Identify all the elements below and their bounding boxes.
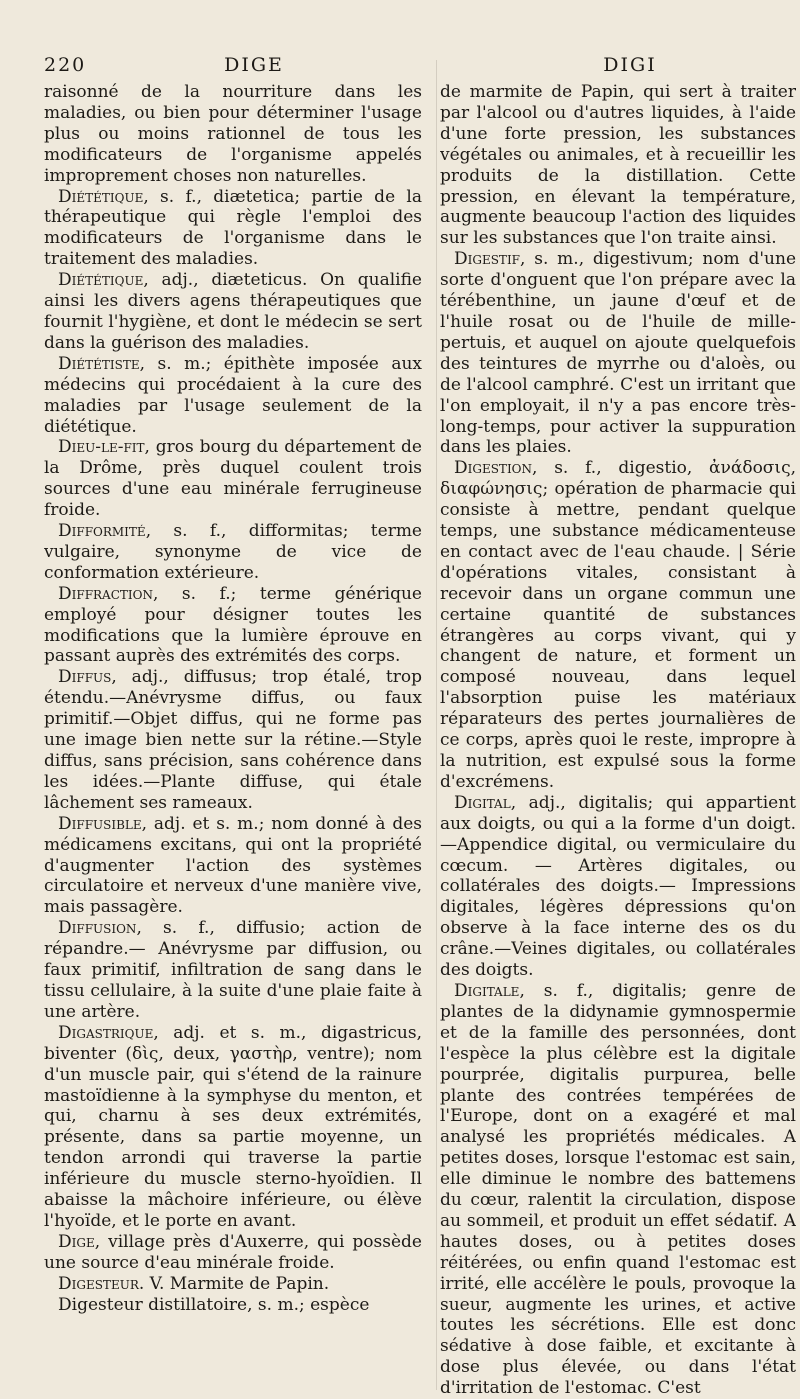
page-number: 220 [44,54,87,76]
entry-headword: Diététique [58,270,144,291]
entry-headword: Dige [58,1231,95,1252]
column-divider [436,60,437,1390]
entry-definition: , adj., digitalis; qui appartient aux doigts, ou qui a la forme d'un doigt.—Appendice digital, ou vermiculaire du cœcum. — Artères digitales, ou collatérales des doigts.— Impressions digitales, légères dépressions qu'on observe à la face interne des os du crâne.—Veines digitales, ou collatérales des doigts. [440,792,796,981]
entry-definition: raisonné de la nourriture dans les maladies, ou bien pour déterminer l'usage plus ou moins rationnel de tous les modificateurs de l'organisme appelés improprement choses non naturelles. [44,82,422,186]
entry-definition: . V. Marmite de Papin. [138,1273,330,1294]
dictionary-entry-diffusion [44,918,422,1023]
right-running-head: DIGI [603,54,657,76]
dictionary-entry-dige [44,1232,422,1274]
entry-headword: Diététique [58,186,144,207]
entry-headword: Diffus [58,667,112,688]
dictionary-entry-digestif [440,249,796,458]
entry-definition: , s. m.; épithète imposée aux médecins qui procédaient à la cure des maladies par l'usage seulement de la diététique. [44,353,422,437]
entry-headword: Diffraction [58,583,153,604]
dictionary-entry-digesteur-distillatoire [44,1295,422,1316]
dictionary-entry-digital [440,793,796,981]
entry-headword: Digastrique [58,1022,154,1043]
entry-headword: Digesteur [58,1273,139,1294]
entry-definition: , s. m., digestivum; nom d'une sorte d'onguent que l'on prépare avec la térébenthine, un jaune d'œuf et de l'huile rosat ou de l'huile de mille-pertuis, et auquel on ajoute quelquefois des teintures de myrrhe ou d'aloès, ou de l'alcool camphré. C'est un irritant que l'on employait, il n'y a pas encore très-long-temps, pour activer la suppuration dans les plaies. [440,249,796,458]
dictionary-entry-dietetique-adj [44,270,422,354]
left-column [44,82,422,1399]
entry-definition: , village près d'Auxerre, qui possède une source d'eau minérale froide. [44,1231,422,1273]
entry-headword: Diffusion [58,918,137,939]
entry-definition: , s. f., digestio, ἀνάδοσις, διαφώνησις; opération de pharmacie qui consiste à mettre, pendant quelque temps, une substance médicamenteuse en contact avec de l'eau chaude. | Série d'opérations vitales, consistant à recevoir dans un organe commun une certaine quantité de substances étrangères au corps vivant, qui y changent de nature, et forment un composé nouveau, dans lequel l'absorption puise les matériaux réparateurs des pertes journalières de ce corps, après quoi le reste, impropre à la nutrition, est expulsé sous la forme d'excrémens. [440,458,796,792]
dictionary-entry-digesteur [44,1274,422,1295]
dictionary-entry-digitale [440,981,796,1399]
right-column [440,82,796,1399]
entry-definition: Digesteur distillatoire, s. m.; espèce [58,1294,370,1315]
dictionary-entry-dieu-le-fit [44,437,422,521]
dictionary-entry-dietetique-sf [44,187,422,271]
left-running-head: DIGE [224,54,284,76]
dictionary-entry-digastrique [44,1023,422,1232]
entry-definition: , s. f., diffusio; action de répandre.— Anévrysme par diffusion, ou faux primitif, infiltration de sang dans le tissu cellulaire, à la suite d'une plaie faite à une artère. [44,918,422,1022]
running-header [44,54,796,82]
entry-definition: , adj., diffusus; trop étalé, trop étendu.—Anévrysme diffus, ou faux primitif.—Objet diffus, qui ne forme pas une image bien nette sur la rétine.—Style diffus, sans précision, sans cohérence dans les idées.—Plante diffuse, qui étale lâchement ses rameaux. [44,667,422,813]
entry-definition: , s. f.; terme générique employé pour désigner toutes les modifications que la lumière éprouve en passant auprès des extrémités des corps. [44,583,422,667]
entry-definition: , s. f., digitalis; genre de plantes de la didynamie gymnospermie et de la famille des personnées, dont l'espèce la plus célèbre est la digitale pourprée, digitalis purpurea, belle plante des contrées tempérées de l'Europe, dont on a exagéré et mal analysé les propriétés médicales. A petites doses, lorsque l'estomac est sain, elle diminue le nombre des battemens du cœur, ralentit la circulation, dispose au sommeil, et produit un effet sédatif. A hautes doses, ou à petites doses réitérées, ou enfin quand l'estomac est irrité, elle accélère le pouls, provoque la sueur, augmente les urines, et active toutes les sécrétions. Elle est donc sédative à dose faible, et excitante à dose plus élevée, ou dans l'état d'irritation de l'estomac. C'est [440,980,796,1399]
entry-definition: , s. f., difformitas; terme vulgaire, synonyme de vice de conformation extérieure. [44,521,422,583]
entry-headword: Diététiste [58,353,140,374]
dictionary-entry-digestion [440,458,796,793]
dictionary-entry-cont [44,82,422,187]
dictionary-entry-cont [440,82,796,249]
entry-headword: Digestif [454,249,521,270]
entry-definition: , adj., diæteticus. On qualifie ainsi les divers agens thérapeutiques que fournit l'hygiène, et dont le médecin se sert dans la guérison des maladies. [44,270,422,353]
entry-definition: , adj. et s. m.; nom donné à des médicamens excitans, qui ont la propriété d'augmenter l'action des systèmes circulatoire et nerveux d'une manière vive, mais passagère. [44,813,422,918]
entry-headword: Digital [454,792,511,813]
entry-definition: , adj. et s. m., digastricus, biventer (δὶς, deux, γαστὴρ, ventre); nom d'un muscle pair, qui s'étend de la rainure mastoïdienne à la symphyse du menton, et qui, charnu à ses deux extrémités, présente, dans sa partie moyenne, un tendon arrondi qui traverse la partie inférieure du muscle sterno-hyoïdien. Il abaisse la mâchoire inférieure, ou élève l'hyoïde, et le porte en avant. [44,1022,422,1231]
entry-headword: Digitale [454,980,520,1001]
dictionary-entry-dietetiste [44,354,422,438]
entry-headword: Difformité [58,521,146,542]
entry-headword: Diffusible [58,813,142,834]
dictionary-entry-diffus [44,667,422,813]
dictionary-entry-diffraction [44,584,422,668]
dictionary-entry-diffusible [44,814,422,919]
entry-headword: Digestion [454,458,533,479]
entry-definition: , s. f., diætetica; partie de la thérapeutique qui règle l'emploi des modificateurs de l'organisme dans le traitement des maladies. [44,186,422,270]
dictionary-entry-difformite [44,521,422,584]
entry-headword: Dieu-le-fit [58,437,145,458]
text-columns [44,82,796,1399]
entry-definition: , gros bourg du département de la Drôme, près duquel coulent trois sources d'une eau minérale ferrugineuse froide. [44,437,422,521]
entry-definition: de marmite de Papin, qui sert à traiter par l'alcool ou d'autres liquides, à l'aide d'une forte pression, les substances végétales ou animales, et à recueillir les produits de la distillation. Cette pression, en élevant la température, augmente beaucoup l'action des liquides sur les substances que l'on traite ainsi. [440,82,796,249]
